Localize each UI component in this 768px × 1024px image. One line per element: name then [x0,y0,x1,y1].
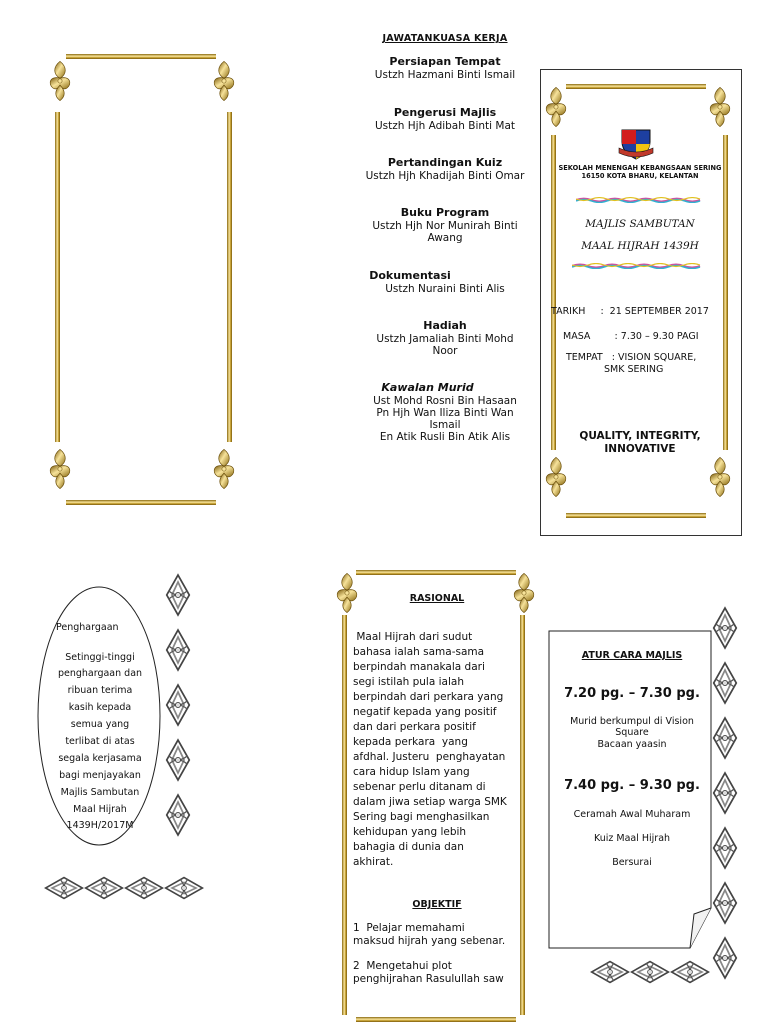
rationale-line: dalam jiwa setiap warga SMK [353,796,507,808]
corner-ornament-icon [542,446,570,508]
celtic-knot-icon [124,876,164,900]
celtic-knot-icon [165,790,191,840]
school-address: 16150 KOTA BHARU, KELANTAN [581,172,699,180]
objective-line: maksud hijrah yang sebenar. [353,935,506,947]
corner-ornament-icon [706,446,734,508]
rationale-line: negatif kepada yang positif [353,706,497,718]
rationale-line: Maal Hijrah dari sudut [353,631,473,643]
motto-line-1: QUALITY, INTEGRITY, [579,430,701,442]
slot-2-item: Ceramah Awal Muharam [573,809,691,820]
committee-heading: JAWATANKUASA KERJA [382,33,508,44]
appreciation-line: segala kerjasama [58,753,142,764]
ribbon-divider [576,197,702,203]
corner-ornament-icon [210,52,238,110]
objective-line: penghijrahan Rasulullah saw [353,973,504,985]
appreciation-line: penghargaan dan [57,668,143,679]
section-name: En Atik Rusli Bin Atik Alis [379,431,511,442]
celtic-knot-icon [84,876,124,900]
appreciation-line: Majlis Sambutan [60,787,140,798]
section-name: Ustzh Hazmani Binti Ismail [374,69,516,81]
school-name: SEKOLAH MENENGAH KEBANGSAAN SERING [558,164,722,172]
celtic-knot-icon [165,680,191,730]
section-title: Hadiah [423,319,467,332]
celtic-knot-icon [712,823,738,873]
celtic-knot-icon [670,960,710,984]
rationale-heading: RASIONAL [409,593,465,604]
slot-1-item: Square [615,727,649,738]
event-line-1: MAJLIS SAMBUTAN [585,218,695,230]
rationale-line: dan dari perkara positif [353,721,476,733]
celtic-knot-icon [712,713,738,763]
celtic-knot-icon [590,960,630,984]
time-line: MASA : 7.30 – 9.30 PAGI [563,331,699,342]
appreciation-line: semua yang [70,719,130,730]
rationale-line: sebenar perlu ditanam di [353,781,486,793]
corner-ornament-icon [542,78,570,136]
appreciation-line: Setinggi-tinggi [65,652,135,663]
celtic-knot-icon [165,735,191,785]
section-name: Pn Hjh Wan Iliza Binti Wan [376,407,514,419]
date-line: TARIKH : 21 SEPTEMBER 2017 [551,306,709,317]
section-name: Ustzh Jamaliah Binti Mohd [376,333,514,345]
venue-line-2: SMK SERING [604,364,664,375]
rationale-line: berpindah manakala dari [353,661,485,673]
section-name: Ustzh Hjh Khadijah Binti Omar [365,170,525,182]
rationale-line: cara hidup Islam yang [353,766,470,778]
celtic-knot-icon [712,933,738,983]
rationale-line: Sering bagi menghasilkan [353,811,490,823]
celtic-knot-icon [712,658,738,708]
appreciation-line: ribuan terima [67,685,133,696]
corner-ornament-icon [210,438,238,500]
objective-line: 2 Mengetahui plot [353,960,452,972]
rationale-line: bahasa ialah sama-sama [353,646,485,658]
rationale-line: bahagia di dunia dan [353,841,464,853]
section-title: Buku Program [400,206,490,219]
section-title: Persiapan Tempat [389,55,501,68]
section-name: Ustzh Nuraini Binti Alis [385,283,505,295]
section-title: Pertandingan Kuiz [387,156,503,169]
section-name: Awang [427,232,463,244]
appreciation-line: 1439H/2017M [66,820,134,831]
school-crest-icon [618,126,654,160]
objective-line: 1 Pelajar memahami [353,922,465,934]
appreciation-line: Maal Hijrah [73,804,127,815]
venue-line-1: TEMPAT : VISION SQUARE, [566,352,697,363]
rationale-line: akhirat. [353,856,394,868]
section-title: Dokumentasi [369,269,451,282]
section-name: Ismail [429,419,461,431]
celtic-knot-icon [165,570,191,620]
section-name: Ustzh Hjh Nor Munirah Binti [372,220,518,232]
corner-ornament-icon [46,438,74,500]
rationale-line: segi istilah pula ialah [353,676,464,688]
celtic-knot-icon [712,603,738,653]
section-title: Pengerusi Majlis [393,106,497,119]
appreciation-title: Penghargaan [56,622,119,633]
corner-ornament-icon [706,78,734,136]
celtic-knot-icon [165,625,191,675]
slot-2-time: 7.40 pg. – 9.30 pg. [564,778,700,793]
section-name: Ustzh Hjh Adibah Binti Mat [374,120,515,132]
slot-2-item: Bersurai [612,857,652,868]
ribbon-divider [572,263,702,269]
appreciation-line: bagi menjayakan [59,770,141,781]
celtic-knot-icon [712,768,738,818]
celtic-knot-icon [630,960,670,984]
slot-1-item: Bacaan yaasin [597,739,667,750]
appreciation-line: kasih kepada [68,702,132,713]
appreciation-line: terlibat di atas [65,736,135,747]
rationale-line: berpindah dari perkara yang [353,691,504,703]
rationale-line: kehidupan yang lebih [353,826,467,838]
slot-1-item: Murid berkumpul di Vision [570,716,694,727]
slot-2-item: Kuiz Maal Hijrah [593,833,671,844]
event-line-2: MAAL HIJRAH 1439H [581,240,699,252]
rationale-line: afdhal. Justeru penghayatan [353,751,506,763]
program-heading: ATUR CARA MAJLIS [581,650,683,661]
objective-heading: OBJEKTIF [412,899,462,910]
celtic-knot-icon [164,876,204,900]
section-title: Kawalan Murid [381,381,474,394]
section-name: Noor [432,345,458,357]
celtic-knot-icon [712,878,738,928]
celtic-knot-icon [44,876,84,900]
section-name: Ust Mohd Rosni Bin Hasaan [373,395,517,407]
corner-ornament-icon [46,52,74,110]
slot-1-time: 7.20 pg. – 7.30 pg. [564,686,700,701]
committee-panel [355,30,535,442]
rationale-line: kepada perkara yang [353,736,468,748]
motto-line-2: INNOVATIVE [604,443,676,455]
